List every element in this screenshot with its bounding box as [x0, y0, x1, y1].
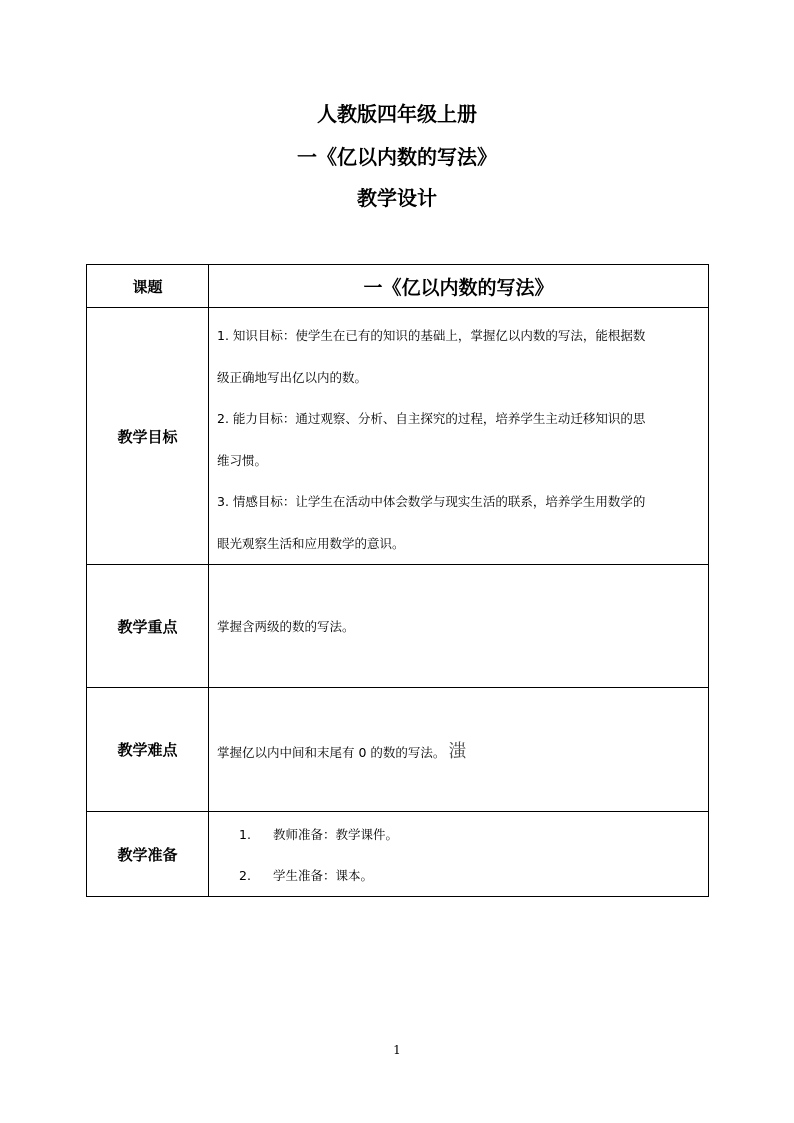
list-item: [239, 814, 708, 855]
list-text: 学生准备：课本。: [273, 868, 374, 883]
label-difficulty: 教学难点: [87, 688, 209, 812]
list-number: 1.: [239, 827, 251, 842]
page-number: 1: [393, 1043, 401, 1057]
label-key-points: 教学重点: [87, 565, 209, 688]
difficulty-text: 掌握亿以内中间和末尾有 0 的数的写法。: [217, 744, 446, 760]
table-row-goals: [87, 308, 709, 565]
list-number: 2.: [239, 868, 251, 883]
goal-line: 级正确地写出亿以内的数。: [217, 369, 368, 385]
label-goals: 教学目标: [87, 308, 209, 565]
document-title-block: [0, 104, 794, 232]
list-item: [239, 855, 708, 896]
label-topic: 课题: [87, 265, 209, 308]
topic-value: 一《亿以内数的写法》: [209, 265, 709, 308]
table-row-difficulty: [87, 688, 709, 812]
key-points-text: 掌握含两级的数的写法。: [217, 619, 355, 634]
goal-line: 维习惯。: [217, 452, 268, 468]
stray-character: 滍: [448, 740, 467, 762]
goal-line: 3. 情感目标：让学生在活动中体会数学与现实生活的联系，培养学生用数学的: [217, 494, 646, 509]
goals-cell: [209, 308, 709, 565]
table-row-topic: [87, 265, 709, 308]
preparation-cell: [209, 812, 709, 897]
goal-line: 1. 知识目标：使学生在已有的知识的基础上，掌握亿以内数的写法，能根据数: [217, 328, 646, 343]
label-preparation: 教学准备: [87, 812, 209, 897]
table-row-preparation: [87, 812, 709, 897]
title-lesson: 一《亿以内数的写法》: [297, 145, 497, 169]
list-text: 教师准备：教学课件。: [273, 827, 399, 842]
lesson-plan-table: [86, 264, 709, 897]
title-design: 教学设计: [357, 186, 437, 210]
goal-line: 2. 能力目标：通过观察、分析、自主探究的过程，培养学生主动迁移知识的思: [217, 411, 646, 426]
table-row-key-points: [87, 565, 709, 688]
key-points-cell: [209, 565, 709, 688]
difficulty-cell: [209, 688, 709, 812]
title-grade: 人教版四年级上册: [317, 102, 477, 126]
goal-line: 眼光观察生活和应用数学的意识。: [217, 535, 405, 551]
